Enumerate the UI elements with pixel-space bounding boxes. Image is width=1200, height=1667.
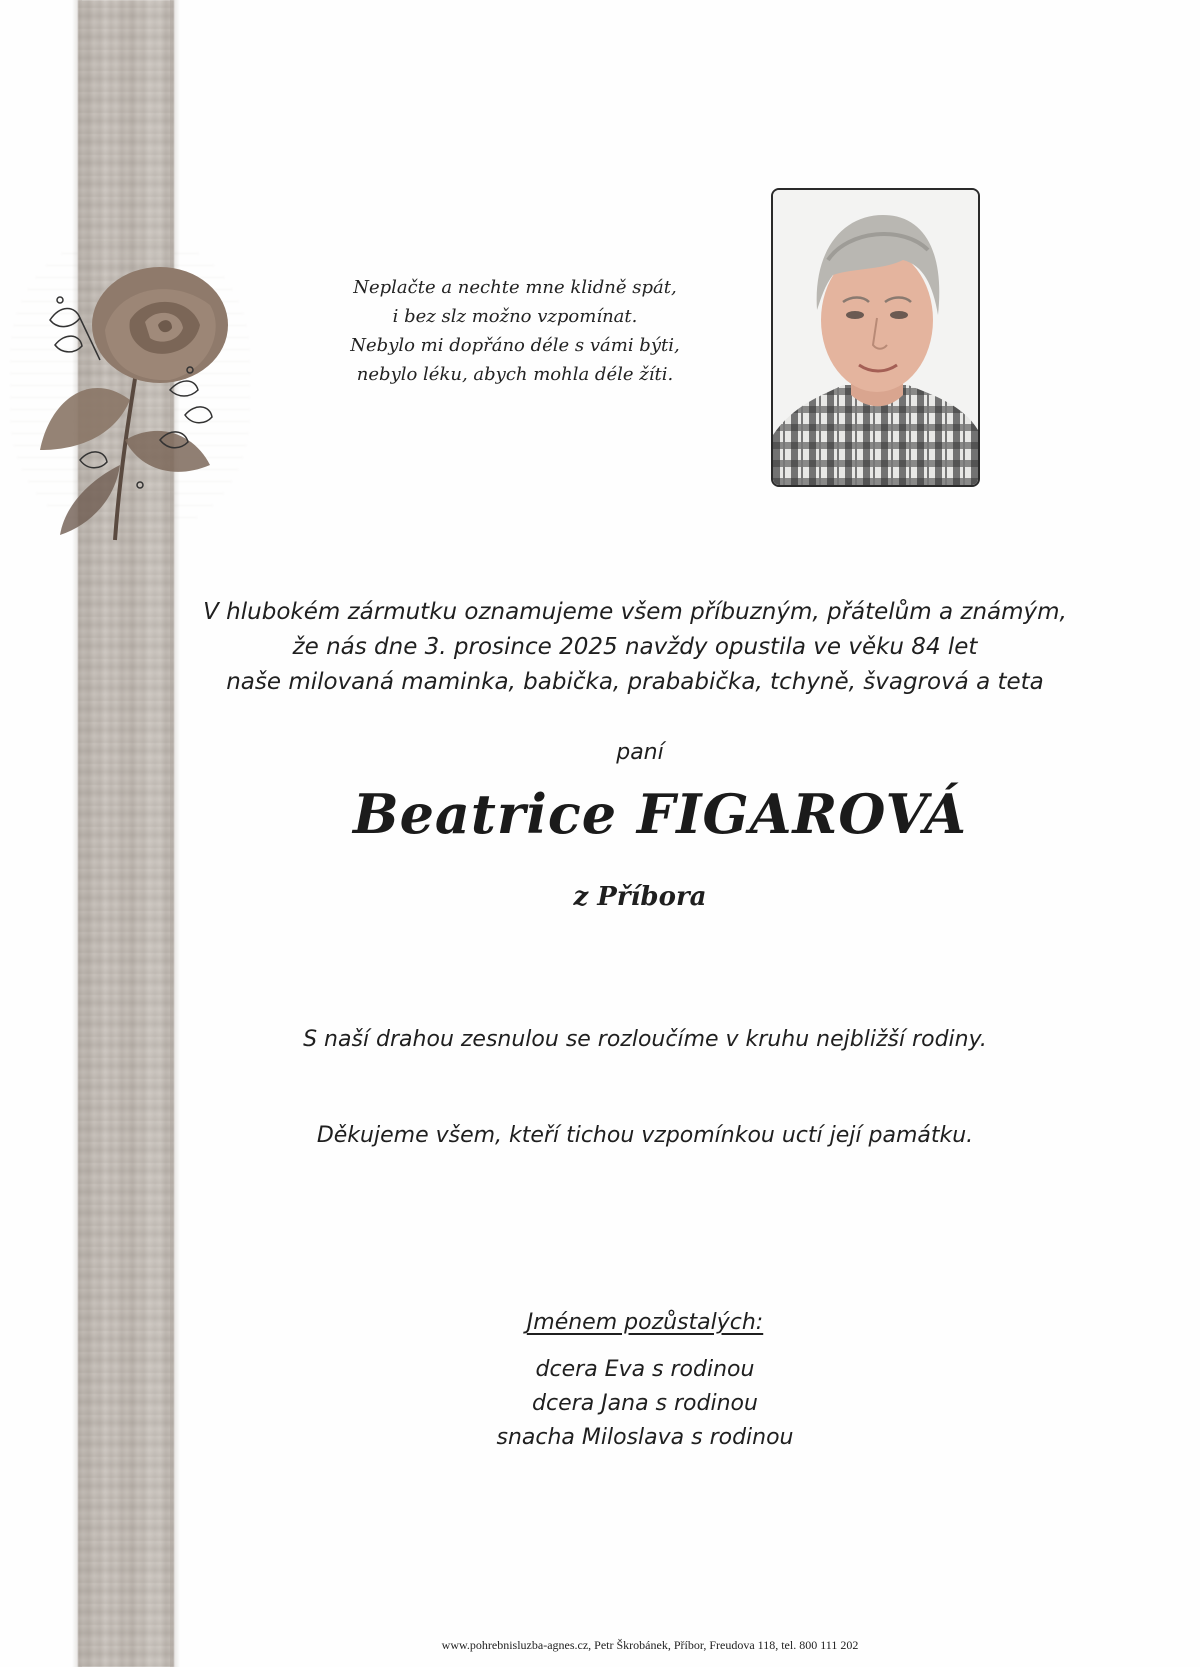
deceased-origin: z Příbora: [573, 882, 707, 912]
poem-line: i bez slz možno vzpomínat.: [392, 306, 638, 327]
survivors-heading-label: Jménem pozůstalých:: [526, 1310, 764, 1335]
survivor-item: dcera Jana s rodinou: [532, 1391, 758, 1416]
survivors-heading: [480, 1310, 810, 1335]
portrait-photo: [771, 188, 980, 487]
footer-contact: www.pohrebnisluzba-agnes.cz, Petr Škrobánek, Příbor, Freudova 118, tel. 800 111 202: [441, 1638, 859, 1652]
survivors-list: [440, 1353, 850, 1455]
rose-icon: [20, 250, 250, 550]
survivor-item: snacha Miloslava s rodinou: [496, 1425, 794, 1450]
poem-line: nebylo léku, abych mohla déle žíti.: [356, 364, 674, 385]
farewell-text: S naší drahou zesnulou se rozloučíme v kruhu nejbližší rodiny.: [303, 1027, 987, 1052]
poem-line: Neplačte a nechte mne klidně spát,: [353, 277, 677, 298]
thanks-text: Děkujeme všem, kteří tichou vzpomínkou uctí její památku.: [316, 1123, 974, 1148]
announcement: [190, 595, 1080, 700]
poem-line: Nebylo mi dopřáno déle s vámi býti,: [350, 335, 680, 356]
survivor-item: dcera Eva s rodinou: [535, 1357, 755, 1382]
deceased-title: paní: [616, 740, 664, 765]
announcement-line: že nás dne 3. prosince 2025 navždy opustila ve věku 84 let: [292, 634, 978, 660]
deceased-name: Beatrice FIGAROVÁ: [352, 782, 968, 846]
announcement-line: naše milovaná maminka, babička, prababička, tchyně, švagrová a teta: [226, 669, 1044, 695]
announcement-line: V hlubokém zármutku oznamujeme všem příbuzným, přátelům a známým,: [203, 599, 1067, 625]
poem: [330, 273, 700, 389]
